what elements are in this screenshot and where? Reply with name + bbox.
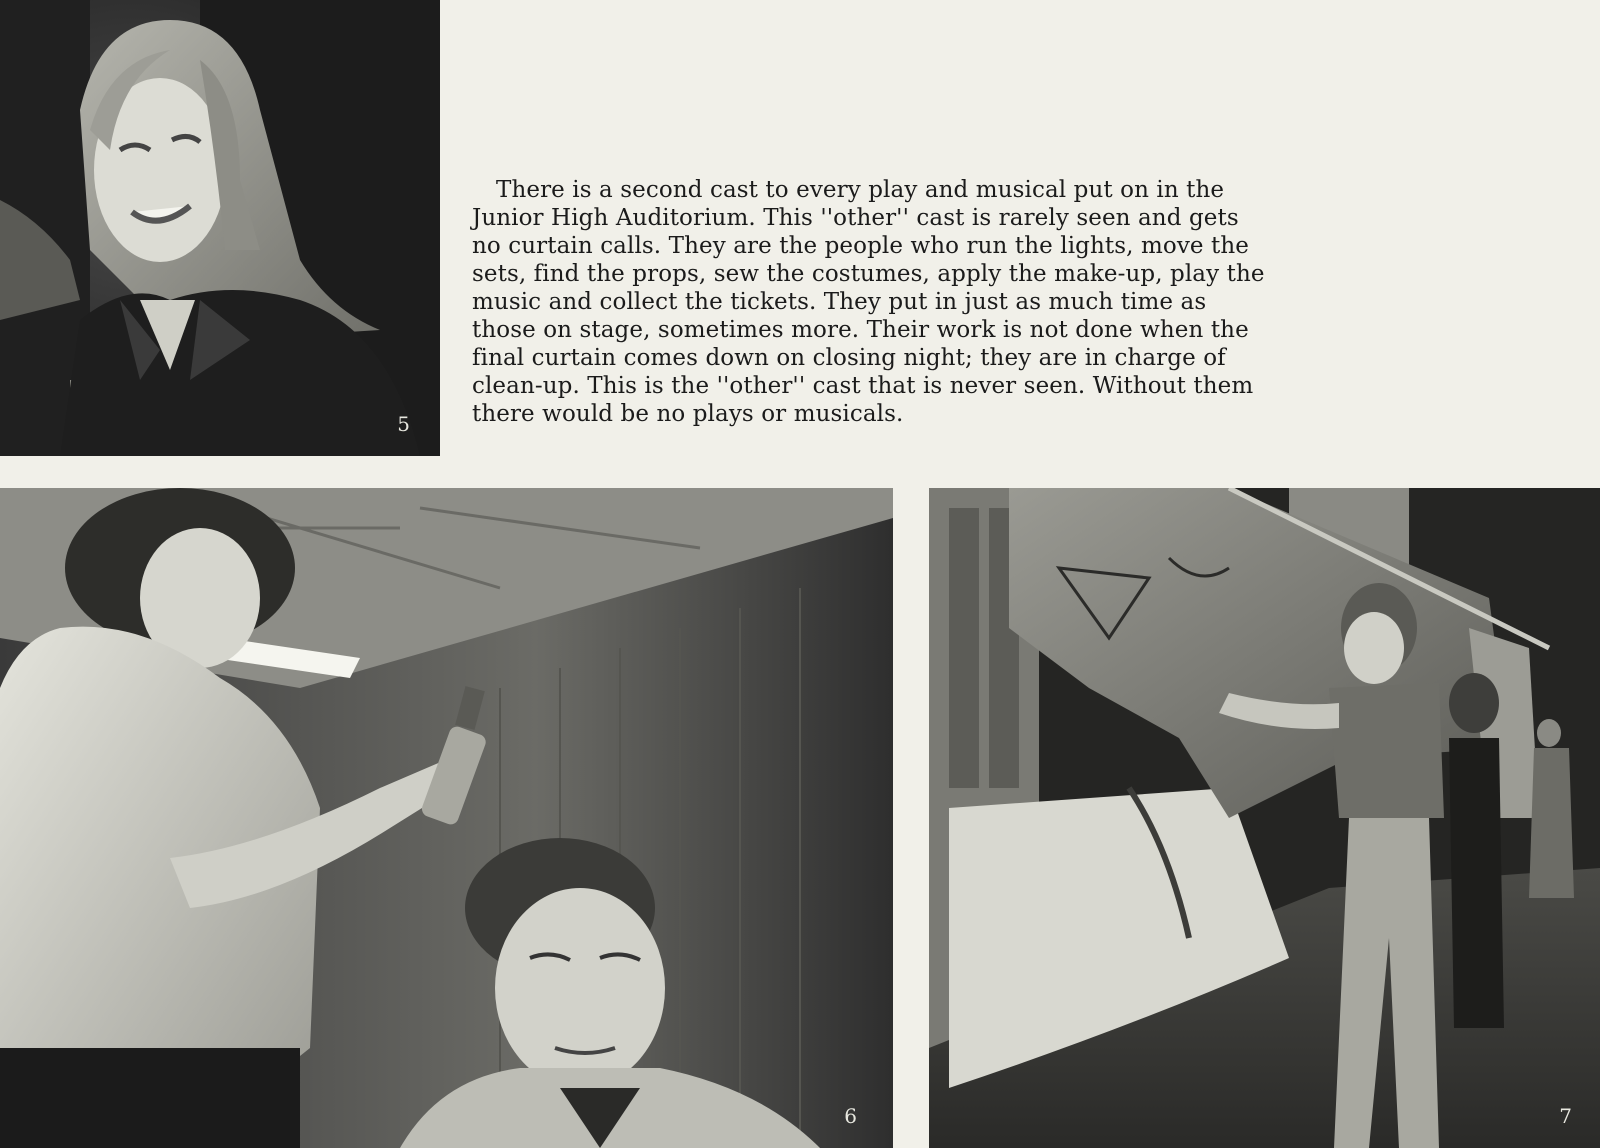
photo-number-6: 6 xyxy=(844,1104,857,1128)
photo-hairspray-image xyxy=(0,488,893,1148)
photo-stage-crew xyxy=(929,488,1600,1148)
photo-number-7: 7 xyxy=(1559,1104,1572,1128)
photo-hairspray xyxy=(0,488,893,1148)
photo-number-5: 5 xyxy=(397,412,410,436)
article-text: There is a second cast to every play and musical put on in the Junior High Auditorium. This ''other'' cast is rarely seen and gets no curtain calls. They are the people who run the lights, move the sets, find the props, sew the costumes, apply the make-up, play the music and collect the tickets. They put in just as much time as those on stage, sometimes more. Their work is not done when the final curtain comes down on closing night; they are in charge of clean-up. This is the ''other'' cast that is never seen. Without them there would be no plays or musicals. xyxy=(472,177,1265,427)
photo-stage-crew-image xyxy=(929,488,1600,1148)
photo-girl-portrait-image xyxy=(0,0,440,456)
photo-girl-portrait xyxy=(0,0,440,456)
